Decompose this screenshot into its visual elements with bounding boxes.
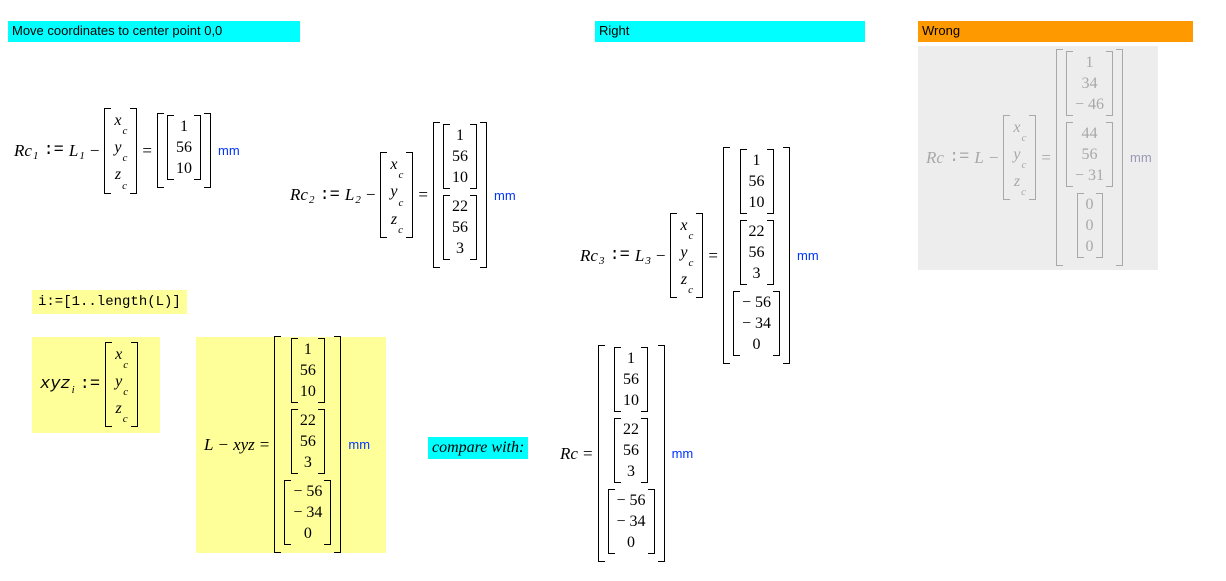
- symbol-l: L: [634, 245, 645, 265]
- vector-component-x: $x_c$: [680, 216, 694, 242]
- bracket-left: [733, 291, 740, 356]
- bracket-right: [1106, 122, 1113, 187]
- bracket-left: [1077, 193, 1084, 258]
- value-cell: 56: [748, 173, 765, 190]
- unit-label: mm: [494, 187, 516, 203]
- bracket-right: [1096, 193, 1103, 258]
- value-cell: 56: [623, 371, 640, 388]
- equals-operator: =: [142, 140, 152, 160]
- equation-l-minus-xyz: [204, 342, 378, 547]
- bracket-left: [1066, 51, 1073, 116]
- symbol-l: L: [974, 147, 984, 167]
- value-cell: 56: [1081, 146, 1098, 163]
- bracket-right: [470, 124, 477, 189]
- vector-component-z: $z_c$: [390, 210, 403, 236]
- value-cell: 0: [1085, 217, 1094, 234]
- value-cell: − 56: [293, 483, 323, 500]
- minus-operator: −: [89, 140, 100, 160]
- value-cell: 10: [299, 383, 316, 400]
- vector-result-inner: [614, 418, 648, 483]
- value-cell: 0: [303, 525, 312, 542]
- vector-component-x: $x_c$: [390, 156, 404, 182]
- bracket-right: [324, 480, 331, 545]
- vector-result-inner: [443, 124, 477, 189]
- vector-component-y: $y_c$: [680, 243, 694, 270]
- symbol-rc: Rc: [560, 443, 578, 463]
- value-cell: 56: [452, 219, 468, 236]
- bracket-left: [598, 345, 605, 562]
- subscript-2b: 2: [355, 194, 361, 206]
- value-cell: 3: [627, 463, 636, 480]
- vector-result-inner: [1066, 122, 1113, 187]
- value-cell: 1: [180, 118, 188, 136]
- vector-result-outer: [433, 122, 487, 268]
- equals-operator: =: [708, 245, 718, 265]
- value-cell: 22: [452, 198, 468, 215]
- bracket-right: [1116, 49, 1123, 266]
- range-variable-definition: [32, 290, 187, 314]
- value-cell: 22: [299, 412, 316, 429]
- subscript-2: 2: [308, 194, 315, 206]
- vector-result-inner: [608, 489, 655, 554]
- bracket-right: [648, 489, 655, 554]
- xyz-definition-block: [32, 337, 160, 433]
- vector-component-z: $z_c$: [115, 400, 128, 426]
- vector-result-outer: [1056, 49, 1123, 266]
- value-cell: 10: [623, 392, 640, 409]
- bracket-right: [783, 147, 790, 364]
- bracket-right: [130, 108, 137, 194]
- vector-result-outer: [598, 345, 665, 562]
- vector-component-x: $x_c$: [1013, 118, 1027, 144]
- value-cell: − 31: [1075, 167, 1105, 184]
- section-header-left: Move coordinates to center point 0,0: [8, 21, 300, 42]
- bracket-left: [1066, 122, 1073, 187]
- vector-xyz-symbolic: [670, 213, 703, 299]
- minus-operator: −: [218, 434, 229, 454]
- value-cell: 3: [456, 240, 464, 257]
- subscript-1: 1: [32, 149, 39, 162]
- unit-label: mm: [671, 446, 694, 461]
- value-cell: − 56: [742, 294, 772, 311]
- vector-component-y: $y_c$: [390, 183, 404, 209]
- vector-result-inner: [291, 338, 325, 403]
- vector-result-inner: [740, 220, 774, 285]
- value-cell: 1: [303, 341, 312, 358]
- vector-result-inner: [733, 291, 780, 356]
- vector-result-inner: [291, 409, 325, 474]
- vector-component-z: $z_c$: [114, 166, 127, 192]
- minus-operator: −: [988, 147, 999, 167]
- value-cell: 1: [1085, 54, 1094, 71]
- section-header-right-label: Right: [595, 21, 865, 42]
- bracket-left: [608, 489, 615, 554]
- bracket-right: [131, 342, 138, 428]
- symbol-xyz: xyz: [40, 375, 71, 394]
- bracket-left: [443, 124, 450, 189]
- range-definition-text: i:=[1..length(L)]: [38, 294, 181, 310]
- bracket-right: [318, 338, 325, 403]
- subscript-3b: 3: [645, 254, 651, 267]
- vector-result-inner: [1077, 193, 1103, 258]
- vector-result-inner: [740, 149, 774, 214]
- equation-rc-result: [560, 345, 693, 562]
- bracket-right: [204, 113, 211, 188]
- equation-rc-wrong: [926, 51, 1150, 264]
- value-cell: 56: [299, 362, 316, 379]
- value-cell: 3: [752, 265, 761, 282]
- bracket-right: [470, 195, 477, 260]
- bracket-right: [1029, 115, 1036, 201]
- assign-operator: :=: [319, 185, 340, 205]
- bracket-right: [406, 152, 413, 238]
- value-cell: − 34: [293, 504, 323, 521]
- bracket-left: [723, 147, 730, 364]
- value-cell: 22: [748, 223, 765, 240]
- vector-result-outer: [723, 147, 790, 364]
- assign-operator: :=: [948, 148, 970, 167]
- value-cell: 56: [623, 442, 640, 459]
- minus-operator: −: [365, 185, 376, 204]
- equation-rc1: [14, 108, 240, 194]
- symbol-l: L: [68, 140, 79, 160]
- bracket-left: [104, 108, 111, 194]
- value-cell: 1: [627, 350, 636, 367]
- value-cell: 56: [299, 433, 316, 450]
- equation-xyz-definition: [40, 342, 152, 427]
- bracket-right: [641, 418, 648, 483]
- bracket-left: [740, 149, 747, 214]
- bracket-right: [658, 345, 665, 562]
- value-cell: 10: [176, 160, 192, 178]
- value-cell: − 34: [742, 315, 772, 332]
- vector-result-outer: [157, 113, 211, 188]
- equation-rc2: [290, 122, 516, 268]
- vector-component-z: $z_c$: [680, 271, 693, 297]
- unit-label: mm: [797, 248, 819, 263]
- vector-result-inner: [443, 195, 477, 260]
- bracket-right: [194, 115, 201, 180]
- bracket-left: [1003, 115, 1010, 201]
- value-cell: 44: [1081, 125, 1098, 142]
- value-cell: 56: [176, 139, 192, 157]
- assign-operator: :=: [79, 375, 101, 394]
- vector-result-inner: [284, 480, 331, 545]
- symbol-rc: Rc: [290, 185, 308, 204]
- vector-result-inner: [167, 115, 201, 180]
- bracket-left: [443, 195, 450, 260]
- bracket-left: [274, 336, 281, 553]
- equation-rc3: [580, 147, 819, 364]
- value-cell: 10: [452, 169, 468, 186]
- unit-label: mm: [218, 143, 240, 159]
- value-cell: 0: [1085, 238, 1094, 255]
- bracket-left: [284, 480, 291, 545]
- vector-component-y: $y_c$: [115, 372, 129, 399]
- value-cell: 56: [452, 148, 468, 165]
- symbol-rc: Rc: [926, 147, 944, 167]
- value-cell: 1: [456, 127, 464, 144]
- symbol-rc: Rc: [14, 140, 32, 160]
- bracket-left: [157, 113, 164, 188]
- bracket-left: [614, 418, 621, 483]
- bracket-left: [614, 347, 621, 412]
- bracket-left: [167, 115, 174, 180]
- minus-operator: −: [655, 245, 666, 265]
- assign-operator: :=: [43, 141, 64, 161]
- bracket-right: [767, 220, 774, 285]
- equals-operator: =: [259, 434, 270, 454]
- vector-xyz-symbolic: [104, 108, 137, 194]
- vector-component-x: $x_c$: [115, 345, 129, 371]
- bracket-right: [318, 409, 325, 474]
- bracket-right: [773, 291, 780, 356]
- bracket-left: [380, 152, 387, 238]
- value-cell: − 34: [616, 513, 646, 530]
- vector-component-z: $z_c$: [1013, 173, 1026, 199]
- vector-xyz-symbolic: [380, 152, 413, 238]
- vector-component-y: $y_c$: [114, 139, 128, 165]
- equals-operator: =: [1041, 147, 1051, 167]
- value-cell: 34: [1081, 75, 1098, 92]
- bracket-left: [291, 409, 298, 474]
- symbol-rc: Rc: [580, 245, 598, 265]
- bracket-left: [740, 220, 747, 285]
- bracket-left: [670, 213, 677, 299]
- symbol-l: L: [344, 185, 355, 204]
- subscript-1b: 1: [79, 149, 85, 162]
- bracket-left: [1056, 49, 1063, 266]
- bracket-right: [696, 213, 703, 299]
- vector-xyz-symbolic: [1003, 115, 1036, 201]
- subscript-i: i: [71, 383, 75, 396]
- symbol-xyz: xyz: [233, 434, 255, 454]
- vector-result-outer: [274, 336, 341, 553]
- unit-label: mm: [348, 437, 371, 452]
- value-cell: 3: [303, 454, 312, 471]
- assign-operator: :=: [609, 246, 630, 265]
- vector-result-inner: [614, 347, 648, 412]
- bracket-right: [767, 149, 774, 214]
- bracket-right: [641, 347, 648, 412]
- wrong-equation-block: [918, 46, 1158, 270]
- value-cell: 0: [752, 336, 761, 353]
- equals-operator: =: [418, 185, 428, 204]
- bracket-right: [480, 122, 487, 268]
- vector-xyz-symbolic: [105, 342, 138, 428]
- equals-operator: =: [582, 443, 593, 463]
- value-cell: 0: [627, 534, 636, 551]
- unit-label: mm: [1130, 150, 1152, 165]
- vector-component-y: $y_c$: [1013, 145, 1027, 172]
- value-cell: 0: [1085, 196, 1094, 213]
- bracket-left: [105, 342, 112, 428]
- bracket-right: [334, 336, 341, 553]
- value-cell: 10: [748, 194, 765, 211]
- bracket-left: [433, 122, 440, 268]
- bracket-right: [1106, 51, 1113, 116]
- value-cell: − 46: [1075, 96, 1105, 113]
- value-cell: − 56: [616, 492, 646, 509]
- vector-result-inner: [1066, 51, 1113, 116]
- section-header-wrong-label: Wrong: [918, 21, 1193, 42]
- value-cell: 1: [752, 152, 761, 169]
- value-cell: 22: [623, 421, 640, 438]
- subscript-3: 3: [598, 254, 605, 267]
- compare-with-note: compare with:: [428, 437, 528, 459]
- value-cell: 56: [748, 244, 765, 261]
- bracket-left: [291, 338, 298, 403]
- l-minus-xyz-block: [196, 337, 386, 553]
- vector-component-x: $x_c$: [114, 112, 128, 138]
- symbol-l: L: [204, 434, 214, 454]
